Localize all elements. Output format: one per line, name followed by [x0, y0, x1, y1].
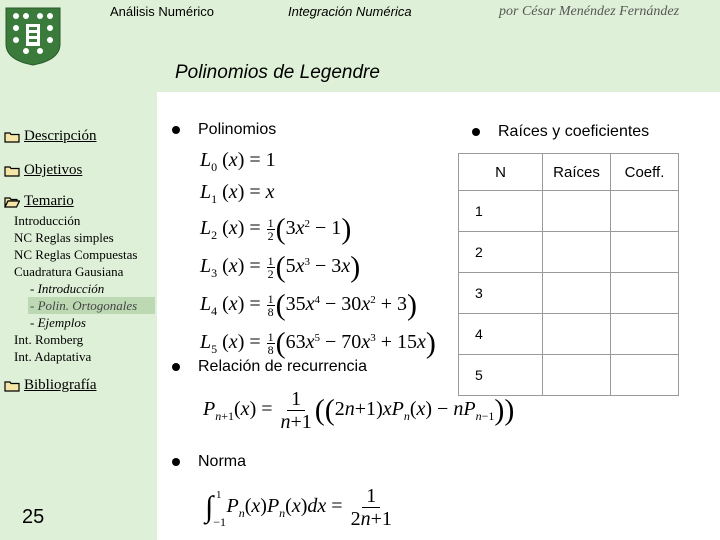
slide-title: Polinomios de Legendre: [175, 62, 380, 83]
formula-l0: $L_0$ (x) = 1: [200, 149, 276, 174]
table-cell-coeff: [611, 314, 679, 355]
formula-l3: $L_3$ (x) = $\frac{1}{2}$ $(5x^3 - 3x)$: [200, 250, 361, 284]
table-row: [459, 355, 679, 396]
column-header-raices: Raíces: [543, 154, 611, 191]
nav-bibliografia-label: Bibliografía: [24, 377, 97, 393]
nav-bibliografia[interactable]: [4, 377, 96, 394]
temario-item-int-romberg[interactable]: Int. Romberg: [14, 332, 84, 347]
table-header-row: [459, 154, 679, 191]
formula-recurrence: $P_{n+1}(x)$ = $\frac{1}{n+1}$ $((2n+1)xP_n(x) - nP_{n-1})$): [203, 388, 515, 433]
table-cell-coeff: [611, 232, 679, 273]
formula-norm: $\int_{-1}^1$ $P_n(x)P_n(x)dx$ = $\frac{1}{2n+1}$: [205, 484, 392, 530]
course-title: Análisis Numérico: [110, 4, 215, 19]
table-cell-raices: [543, 232, 611, 273]
page-number: 25: [22, 506, 45, 528]
bullet-polinomios: [172, 121, 276, 139]
table-cell-n: 3: [459, 273, 543, 314]
nav-objetivos-label: Objetivos: [24, 162, 83, 178]
table-row: [459, 191, 679, 232]
bullet-raices: [472, 123, 649, 141]
table-cell-n: 1: [459, 191, 543, 232]
topic-title: Integración Numérica: [288, 4, 412, 19]
bullet-dot-icon: [472, 128, 480, 136]
temario-item-cuadratura-gausiana[interactable]: Cuadratura Gausiana: [14, 264, 124, 279]
folder-icon: [4, 131, 20, 143]
temario-item-introduccion[interactable]: Introducción: [14, 213, 81, 228]
formula-l5: $L_5$ (x) = $\frac{1}{8}$ $(63x^5 - 70x^3 + 15x)$: [200, 326, 436, 360]
table-cell-n: 2: [459, 232, 543, 273]
nav-temario-label: Temario: [24, 193, 74, 209]
temario-subitem-introduccion[interactable]: - Introducción: [30, 281, 105, 296]
column-header-n: N: [459, 154, 543, 191]
table-cell-n: 4: [459, 314, 543, 355]
temario-item-int-adaptativa[interactable]: Int. Adaptativa: [14, 349, 92, 364]
table-cell-coeff: [611, 355, 679, 396]
author-credit: por César Menéndez Fernández: [499, 4, 680, 19]
formula-l4: $L_4$ (x) = $\frac{1}{8}$ $(35x^4 - 30x^2 + 3)$: [200, 288, 417, 322]
table-cell-n: 5: [459, 355, 543, 396]
bullet-dot-icon: [172, 363, 180, 371]
nav-objetivos[interactable]: [4, 162, 82, 179]
table-cell-raices: [543, 355, 611, 396]
table-cell-coeff: [611, 273, 679, 314]
formula-l2: $L_2$ (x) = $\frac{1}{2}$ $(3x^2 - 1)$: [200, 212, 352, 246]
nav-descripcion[interactable]: [4, 128, 96, 145]
temario-subitem-ejemplos[interactable]: - Ejemplos: [30, 315, 86, 330]
bullet-dot-icon: [172, 458, 180, 466]
table-row: [459, 232, 679, 273]
folder-open-icon: [4, 196, 20, 208]
table-row: [459, 314, 679, 355]
bullet-dot-icon: [172, 126, 180, 134]
table-cell-raices: [543, 273, 611, 314]
table-cell-raices: [543, 314, 611, 355]
folder-icon: [4, 165, 20, 177]
bullet-norma: [172, 453, 246, 471]
formula-l1: $L_1$ (x) = x: [200, 181, 275, 206]
bullet-polinomios-label: Polinomios: [198, 121, 277, 138]
table-cell-coeff: [611, 191, 679, 232]
bullet-raices-label: Raíces y coeficientes: [498, 123, 650, 140]
folder-icon: [4, 380, 20, 392]
temario-item-nc-reglas-simples[interactable]: NC Reglas simples: [14, 230, 114, 245]
university-crest-logo: [4, 4, 62, 66]
nav-descripcion-label: Descripción: [24, 128, 97, 144]
roots-coefficients-table: [458, 153, 679, 396]
temario-item-nc-reglas-compuestas[interactable]: NC Reglas Compuestas: [14, 247, 138, 262]
temario-subitem-polin-ortogonales[interactable]: - Polin. Ortogonales: [28, 297, 155, 314]
bullet-norma-label: Norma: [198, 453, 247, 470]
column-header-coeff: Coeff.: [611, 154, 679, 191]
nav-temario[interactable]: [4, 193, 74, 210]
table-row: [459, 273, 679, 314]
bullet-recurrencia-label: Relación de recurrencia: [198, 358, 367, 375]
table-cell-raices: [543, 191, 611, 232]
